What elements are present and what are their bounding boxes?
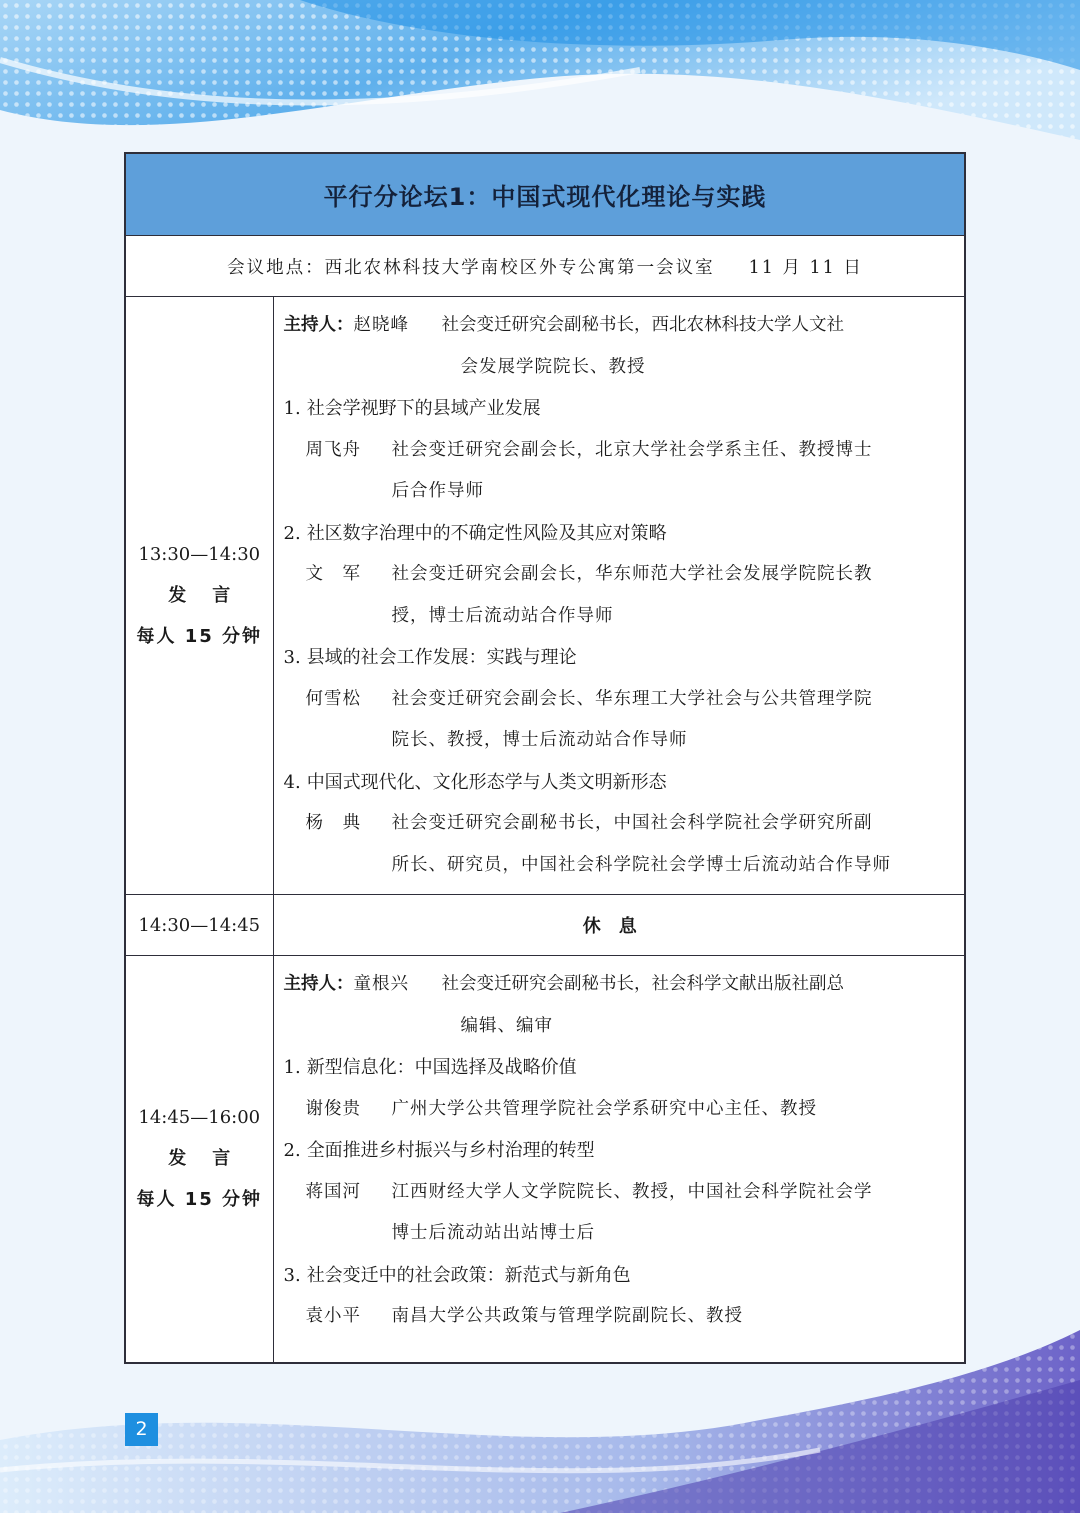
host-name: 童根兴	[353, 974, 409, 994]
speaker-name: 何雪松	[305, 688, 361, 709]
host-title-cont: 会发展学院院长、教授	[460, 356, 646, 377]
talk-speaker	[284, 430, 955, 472]
talk-speaker	[284, 679, 955, 721]
speaker-title: 社会变迁研究会副会长，北京大学社会学系主任、教授博士	[391, 439, 873, 460]
host-name: 赵晓峰	[353, 315, 409, 335]
schedule-table	[124, 152, 966, 1364]
session-content	[273, 297, 965, 895]
host-label: 主持人：	[283, 315, 354, 335]
talk-topic: 3. 社会变迁中的社会政策：新范式与新角色	[283, 1264, 631, 1286]
session-duration: 每人 15 分钟	[136, 626, 263, 647]
host-title: 社会变迁研究会副秘书长，社会科学文献出版社副总	[441, 974, 844, 994]
speaker-title: 江西财经大学人文学院院长、教授，中国社会科学院社会学	[391, 1181, 873, 1202]
speaker-name: 周飞舟	[305, 439, 361, 460]
session-time-cell	[125, 297, 273, 895]
speaker-title: 社会变迁研究会副会长，华东师范大学社会发展学院院长教	[391, 564, 873, 584]
talk-topic: 4. 中国式现代化、文化形态学与人类文明新形态	[283, 771, 667, 793]
talk-topic: 1. 社会学视野下的县域产业发展	[283, 398, 541, 419]
speaker-title-cont: 院长、教授，博士后流动站合作导师	[391, 730, 688, 750]
speaker-name: 蒋国河	[305, 1181, 361, 1202]
session-type: 发言	[168, 1148, 257, 1170]
venue-text: 会议地点：西北农林科技大学南校区外专公寓第一会议室	[227, 257, 715, 278]
talk-topic: 2. 社区数字治理中的不确定性风险及其应对策略	[283, 522, 667, 544]
speaker-title-cont: 所长、研究员，中国社会科学院社会学博士后流动站合作导师	[391, 854, 891, 875]
speaker-title: 社会变迁研究会副秘书长，中国社会科学院社会学研究所副	[391, 813, 873, 833]
page-number: 2	[125, 1413, 158, 1446]
schedule-page	[124, 152, 964, 1364]
venue-row	[125, 236, 965, 297]
session-type: 发言	[168, 585, 257, 606]
talk-topic: 2. 全面推进乡村振兴与乡村治理的转型	[283, 1140, 595, 1161]
speaker-name: 杨 典	[305, 813, 361, 833]
talk-speaker	[284, 1089, 955, 1131]
host-title-cont: 编辑、编审	[460, 1015, 553, 1036]
session-time: 14:45—16:00	[138, 1107, 261, 1129]
talk-speaker	[284, 554, 955, 596]
host-line	[284, 964, 955, 1006]
session-duration: 每人 15 分钟	[136, 1189, 263, 1211]
speaker-title-cont: 后合作导师	[391, 481, 484, 501]
speaker-title: 社会变迁研究会副会长、华东理工大学社会与公共管理学院	[391, 688, 873, 709]
host-label: 主持人：	[283, 974, 354, 994]
host-line	[284, 305, 955, 347]
talk-speaker	[284, 1296, 955, 1338]
speaker-name: 谢俊贵	[305, 1098, 361, 1119]
session-content	[273, 956, 965, 1363]
break-label: 休息	[273, 895, 965, 956]
speaker-title: 广州大学公共管理学院社会学系研究中心主任、教授	[391, 1098, 817, 1119]
venue-date: 11 月 11 日	[748, 257, 863, 278]
session-time: 13:30—14:30	[138, 544, 261, 565]
speaker-title-cont: 授，博士后流动站合作导师	[391, 605, 614, 626]
break-time: 14:30—14:45	[125, 895, 273, 956]
talk-topic: 3. 县域的社会工作发展：实践与理论	[283, 647, 577, 668]
speaker-name: 袁小平	[305, 1306, 361, 1326]
break-row	[125, 895, 965, 956]
session-row	[125, 956, 965, 1363]
host-title: 社会变迁研究会副秘书长，西北农林科技大学人文社	[441, 315, 844, 335]
session-time-cell	[125, 956, 273, 1363]
speaker-title-cont: 博士后流动站出站博士后	[391, 1223, 595, 1243]
talk-speaker	[284, 1172, 955, 1214]
speaker-title: 南昌大学公共政策与管理学院副院长、教授	[391, 1306, 743, 1326]
forum-title: 平行分论坛1：中国式现代化理论与实践	[125, 153, 965, 236]
talk-topic: 1. 新型信息化：中国选择及战略价值	[283, 1057, 577, 1078]
speaker-name: 文 军	[305, 564, 361, 584]
session-row	[125, 297, 965, 895]
talk-speaker	[284, 803, 955, 845]
